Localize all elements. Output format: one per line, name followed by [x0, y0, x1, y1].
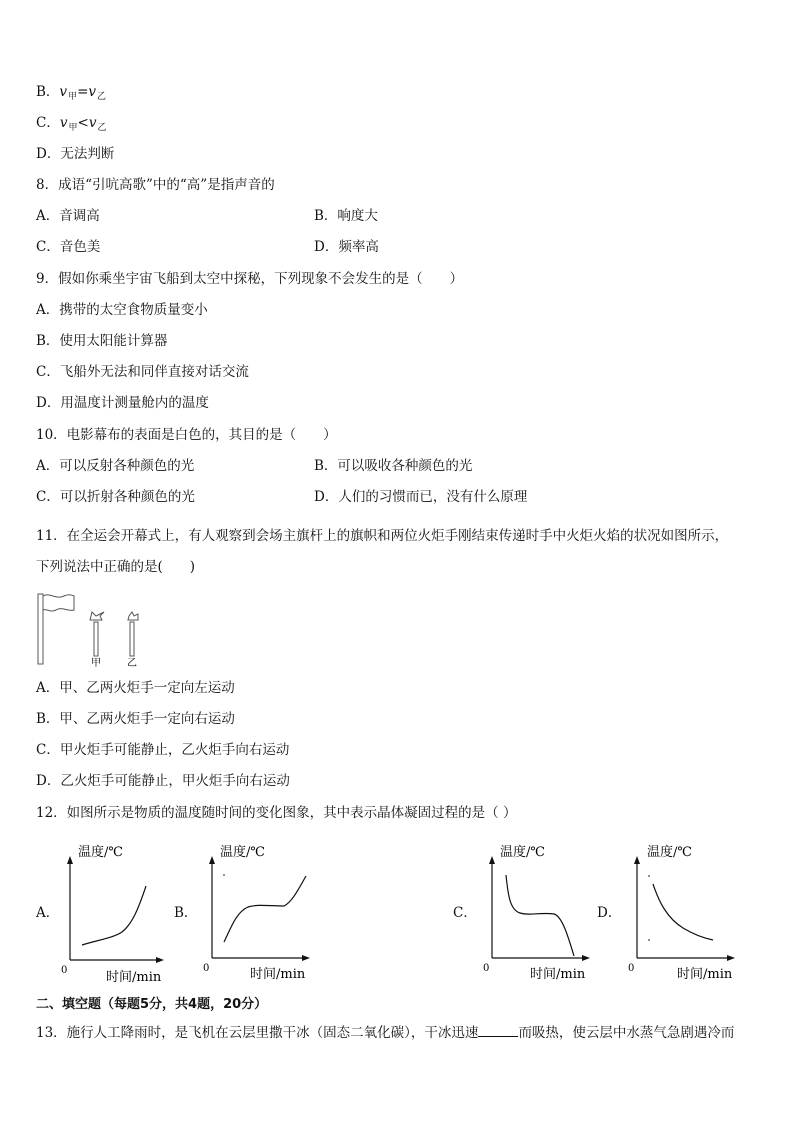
q9-option-b: B．使用太阳能计算器 [36, 333, 168, 349]
torch-jia [94, 622, 98, 656]
graph-a-xlabel: 时间/min [106, 970, 162, 985]
q10-option-b: B．可以吸收各种颜色的光 [314, 458, 473, 474]
q11-option-d: D．乙火炬手可能静止，甲火炬手向右运动 [36, 773, 290, 789]
svg-text:0: 0 [628, 963, 635, 974]
q11-flag-torch-figure [34, 590, 154, 670]
svg-text:0: 0 [483, 963, 490, 974]
svg-text:0: 0 [203, 963, 210, 974]
graph-b-label: B． [174, 905, 198, 921]
graph-d-ylabel: 温度/℃ [647, 845, 692, 860]
graph-b [200, 840, 315, 985]
q10-stem: 10．电影幕布的表面是白色的，其目的是（ ） [36, 427, 337, 443]
curve-c [506, 875, 574, 956]
q13-text: 13．施行人工降雨时，是飞机在云层里撒干冰（固态二氧化碳），干冰迅速 而吸热，使云层中水蒸气急剧遇冷而 [36, 1025, 735, 1041]
q9-stem: 9．假如你乘坐宇宙飞船到太空中探秘，下列现象不会发生的是（ ） [36, 271, 464, 287]
q7-option-d: D．无法判断 [36, 146, 115, 162]
graph-b-ylabel: 温度/℃ [220, 845, 265, 860]
curve-d [653, 884, 713, 940]
q9-option-d: D．用温度计测量舱内的温度 [36, 395, 209, 411]
flame-jia [90, 612, 104, 620]
graph-d-label: D． [597, 905, 622, 921]
graph-d-xlabel: 时间/min [677, 967, 733, 982]
graph-b-xlabel: 时间/min [250, 967, 306, 982]
section-2-heading: 二、填空题（每题5分，共4题，20分） [36, 997, 268, 1012]
q8-stem: 8．成语“引吭高歌”中的“高”是指声音的 [36, 177, 275, 193]
graph-d [625, 840, 740, 985]
graph-c-label: C． [453, 905, 477, 921]
q11-option-b: B．甲、乙两火炬手一定向右运动 [36, 711, 235, 727]
q10-option-c: C．可以折射各种颜色的光 [36, 489, 195, 505]
flag-pole [38, 594, 43, 664]
q8-option-d: D．频率高 [314, 239, 379, 255]
flag [43, 595, 74, 611]
label-yi: 乙 [127, 658, 137, 669]
q7-option-c: C．$v_甲<v_乙$ [36, 115, 107, 133]
answer-blank[interactable] [478, 1023, 518, 1037]
torch-yi [130, 622, 134, 656]
velocity-symbol: v [59, 84, 68, 100]
graph-c [480, 840, 595, 985]
graph-a-ylabel: 温度/℃ [78, 845, 123, 860]
q11-stem-line2: 下列说法中正确的是( ) [36, 559, 196, 575]
q9-option-a: A．携带的太空食物质量变小 [36, 302, 208, 318]
label-jia: 甲 [91, 658, 101, 669]
svg-text:0: 0 [61, 965, 68, 976]
graph-a-label: A． [36, 905, 60, 921]
q11-stem-line1: 11．在全运会开幕式上，有人观察到会场主旗杆上的旗帜和两位火炬手刚结束传递时手中火炬火焰的状况如图所示， [36, 528, 729, 544]
q10-option-a: A．可以反射各种颜色的光 [36, 458, 195, 474]
q11-option-a: A．甲、乙两火炬手一定向左运动 [36, 680, 235, 696]
curve-b [224, 876, 306, 942]
q8-option-b: B．响度大 [314, 208, 378, 224]
q9-option-c: C．飞船外无法和同伴直接对话交流 [36, 364, 249, 380]
q8-option-c: C．音色美 [36, 239, 101, 255]
q12-stem: 12．如图所示是物质的温度随时间的变化图象，其中表示晶体凝固过程的是（ ） [36, 805, 517, 821]
q10-option-d: D．人们的习惯而已，没有什么原理 [314, 489, 528, 505]
graph-c-xlabel: 时间/min [530, 967, 586, 982]
q8-option-a: A．音调高 [36, 208, 100, 224]
q11-option-c: C．甲火炬手可能静止，乙火炬手向右运动 [36, 742, 290, 758]
flame-yi [128, 612, 138, 620]
q7-option-b: B．$v_甲=v_乙$ [36, 84, 107, 102]
curve-a [82, 886, 146, 945]
graph-a [58, 840, 168, 985]
graph-c-ylabel: 温度/℃ [500, 845, 545, 860]
